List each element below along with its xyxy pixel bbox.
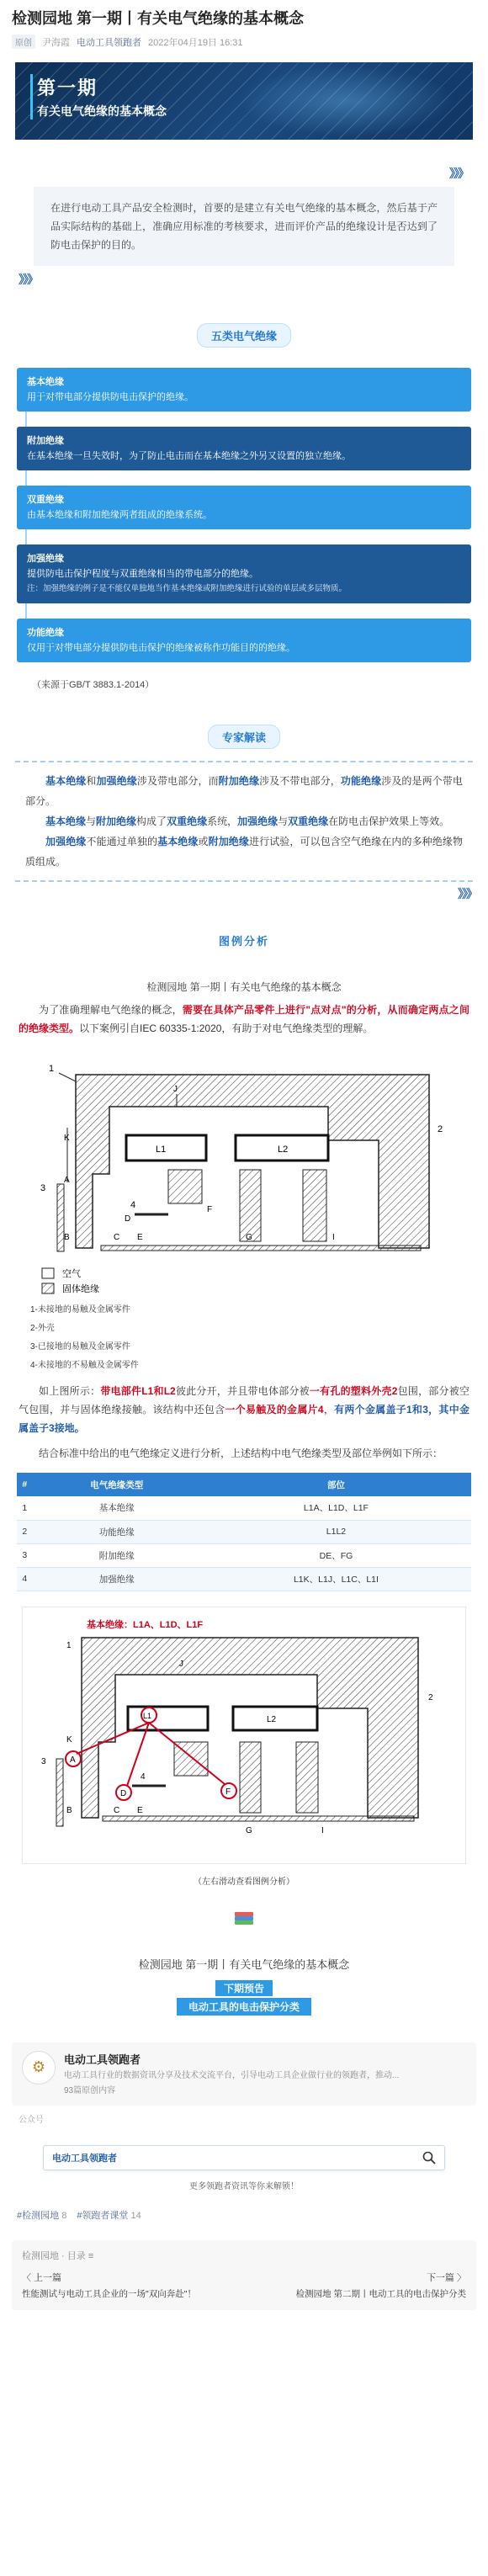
article-meta [12, 35, 476, 49]
label-i: I [321, 1825, 324, 1835]
intro-section [15, 165, 473, 288]
next-label[interactable]: 下一篇 〉 [426, 2272, 466, 2283]
text: 系统， [207, 815, 238, 828]
label-i: I [332, 1233, 335, 1243]
insulation-table [17, 1473, 471, 1591]
text: 以下案例引自IEC 60335-1:2020，有助于对电气绝缘类型的理解。 [79, 1022, 374, 1035]
label-l1: L1 [156, 1145, 167, 1155]
insulation-diagram [25, 1048, 463, 1296]
earthed-metal-cover [56, 1759, 63, 1826]
live-part-l1 [126, 1135, 206, 1161]
author: 尹海霞 [42, 37, 70, 48]
annotation-basic: 基本绝缘：L1A、L1D、L1F [87, 1619, 204, 1630]
next-article-link[interactable]: 检测园地 第二期丨电动工具的电击保护分类 [295, 2288, 466, 2299]
expert-paragraph-1 [25, 771, 463, 811]
banner-accent-bar [30, 74, 33, 120]
tag-count: 14 [130, 2210, 141, 2221]
highlight: 需要在具体产品零件上进行"点对点"的分析，从而确定两点之间的绝缘类型。 [19, 1004, 469, 1035]
cell: 基本绝缘 [33, 1496, 201, 1520]
nav-labels [22, 2271, 466, 2284]
legend-air-swatch [42, 1268, 54, 1278]
table-header-row [17, 1473, 471, 1496]
earthed-metal-cover [57, 1184, 64, 1251]
card-note: 注：加强绝缘的例子是不能仅单独地当作基本绝缘或附加绝缘进行试验的单层或多层物质。 [27, 584, 347, 594]
label-c: C [114, 1233, 120, 1243]
chevron-left-icon: 》》》 [19, 273, 37, 287]
card-reinforced-insulation [17, 544, 471, 603]
term: 基本绝缘 [45, 815, 87, 828]
tag-label: #检测园地 [17, 2210, 60, 2221]
cell: L1A、L1D、L1F [201, 1496, 471, 1520]
card-supplementary-insulation [17, 427, 471, 470]
term: 功能绝缘 [340, 775, 382, 788]
label-d: D [125, 1214, 131, 1224]
term: 双重绝缘 [288, 815, 329, 828]
term: 基本绝缘 [157, 836, 199, 848]
label-b: B [66, 1805, 72, 1815]
card-text: 用于对带电部分提供防电击保护的绝缘。 [27, 392, 194, 403]
label-b: B [64, 1233, 70, 1243]
cell: L1L2 [201, 1520, 471, 1543]
term: 加强绝缘 [237, 815, 278, 828]
account-count: 93篇原创内容 [64, 2085, 116, 2095]
table-row [17, 1496, 471, 1520]
section-title: 图例分析 [218, 935, 269, 948]
insulation-block [240, 1742, 261, 1813]
insulation-block [240, 1170, 261, 1241]
account-logo-icon: ⚙ [22, 2051, 56, 2085]
section-five-types [0, 323, 488, 348]
card-title: 双重绝缘 [27, 495, 64, 506]
intro-text: 在进行电动工具产品安全检测时，首要的是建立有关电气绝缘的基本概念，然后基于产品实际结构的基础上，准确应用标准的考核要求，进而评价产品的绝缘设计是否达到了防电击保护的目的。 [34, 187, 454, 266]
label-3: 3 [41, 1756, 46, 1766]
card-title: 功能绝缘 [27, 628, 64, 639]
text: 或 [198, 836, 209, 848]
label-k: K [64, 1134, 70, 1144]
next-issue-label: 下期预告 [215, 1980, 273, 1996]
publish-time: 2022年04月19日 16:31 [148, 37, 243, 48]
nav-titles [22, 2287, 466, 2300]
label-3: 3 [40, 1183, 46, 1194]
section-title: 专家解读 [208, 725, 280, 749]
legend-item: 3-已接地的易触及金属零件 [30, 1342, 130, 1352]
books-icon [235, 1912, 253, 1925]
text: 如上图所示： [39, 1385, 101, 1398]
text: 构成了 [136, 815, 167, 828]
term: 附加绝缘 [208, 836, 250, 848]
label-e: E [137, 1805, 143, 1815]
highlight: 一个易触及的金属片4 [225, 1404, 324, 1416]
cell: 功能绝缘 [33, 1520, 201, 1543]
table-row [17, 1567, 471, 1591]
text: 不能通过单独的 [86, 836, 158, 848]
search-hint: 更多领跑者资讯等你来解锁！ [189, 2181, 299, 2191]
book [235, 1920, 253, 1925]
cell: 加强绝缘 [33, 1567, 201, 1591]
chevron-right-icon: 》》》 [449, 167, 468, 181]
part-legend [30, 1301, 488, 1375]
article-header [0, 0, 488, 54]
source-note: （来源于GB/T 3883.1-2014） [32, 680, 155, 691]
expert-paragraph-2 [25, 811, 463, 831]
series-header[interactable]: 检测园地 · 目录 ≡ [22, 2250, 94, 2261]
term: 基本绝缘 [45, 775, 87, 788]
account-card[interactable] [12, 2042, 476, 2106]
label-4: 4 [130, 1200, 136, 1211]
label-l2: L2 [278, 1145, 289, 1155]
card-text: 提供防电击保护程度与双重绝缘相当的带电部分的绝缘。 [27, 569, 258, 580]
term: 双重绝缘 [167, 815, 208, 828]
insulation-block [168, 1170, 202, 1203]
highlight: 一有孔的塑料外壳2 [309, 1385, 398, 1398]
legend-solid: 固体绝缘 [62, 1284, 99, 1295]
table-row [17, 1520, 471, 1543]
col-index: # [17, 1473, 33, 1496]
annotated-diagram-svg [23, 1607, 465, 1863]
text: 为了准确理解电气绝缘的概念， [39, 1004, 183, 1017]
issue-banner [15, 62, 473, 140]
banner-glow [237, 66, 456, 136]
account-info [64, 2051, 399, 2097]
label-2: 2 [428, 1692, 433, 1702]
col-location: 部位 [201, 1473, 471, 1496]
term: 加强绝缘 [96, 775, 137, 788]
diagram-caption: （左右滑动查看图例分析） [194, 1877, 294, 1887]
cell: 附加绝缘 [33, 1543, 201, 1567]
card-text: 由基本绝缘和附加绝缘两者组成的绝缘系统。 [27, 510, 212, 521]
card-title: 附加绝缘 [27, 436, 64, 447]
search-icon[interactable] [422, 2151, 436, 2164]
cell: 4 [17, 1567, 33, 1591]
analysis-paragraph-3: 结合标准中给出的电气绝缘定义进行分析，上述结构中电气绝缘类型及部位举例如下所示： [39, 1447, 443, 1460]
text: 彼此分开，并且带电体部分被 [175, 1385, 310, 1398]
cell: 3 [17, 1543, 33, 1567]
label-j: J [173, 1085, 178, 1095]
card-title: 加强绝缘 [27, 554, 64, 565]
label-l2: L2 [267, 1714, 277, 1724]
text: 与 [86, 815, 97, 828]
cell: DE、FG [201, 1543, 471, 1567]
term: 加强绝缘 [45, 836, 87, 848]
account-name: 电动工具领跑者 [64, 2053, 141, 2066]
section-expert [0, 725, 488, 749]
base-plate [101, 1246, 421, 1251]
analysis-title: 检测园地 第一期丨有关电气绝缘的基本概念 [146, 981, 342, 994]
card-basic-insulation [17, 368, 471, 412]
label-2: 2 [438, 1124, 443, 1135]
label-g: G [246, 1233, 252, 1243]
label-a: A [64, 1176, 70, 1186]
leader-line [59, 1073, 76, 1081]
legend-item: 2-外壳 [30, 1324, 55, 1334]
article-title: 检测园地 第一期丨有关电气绝缘的基本概念 [12, 10, 304, 27]
table-row [17, 1543, 471, 1567]
label-a: A [70, 1755, 76, 1765]
insulation-cards [17, 368, 471, 662]
text: 涉及带电部分，而 [136, 775, 219, 788]
text: ， [323, 1404, 335, 1416]
cell: 2 [17, 1520, 33, 1543]
cell: L1K、L1J、L1C、L1I [201, 1567, 471, 1591]
label-f: F [207, 1205, 213, 1215]
card-text: 仅用于对带电部分提供防电击保护的绝缘被称作功能目的的绝缘。 [27, 643, 295, 654]
text: 和 [86, 775, 97, 788]
highlight: 有两个金属盖子1和3，其中金属盖子3接地。 [19, 1404, 469, 1435]
series-nav [12, 2240, 476, 2310]
arrow-line [127, 1723, 149, 1786]
section-illustration [0, 932, 488, 949]
next-issue-topic: 电动工具的电击保护分类 [177, 1998, 311, 2016]
tag-link[interactable] [77, 2208, 141, 2222]
col-type: 电气绝缘类型 [33, 1473, 201, 1496]
analysis-paragraph-2 [19, 1382, 469, 1437]
text: 与 [278, 815, 289, 828]
base-plate [103, 1816, 414, 1821]
text: 涉及不带电部分， [259, 775, 341, 788]
insulation-block [303, 1170, 326, 1241]
card-double-insulation [17, 486, 471, 529]
term: 附加绝缘 [96, 815, 137, 828]
legend-air: 空气 [62, 1269, 81, 1280]
card-functional-insulation [17, 619, 471, 662]
label-f: F [225, 1787, 231, 1797]
book [235, 1916, 253, 1920]
label-d: D [120, 1788, 127, 1798]
legend-item: 4-未接地的不易触及金属零件 [30, 1361, 139, 1371]
next-issue-preview [0, 1980, 488, 2016]
chevron-right-icon: 》》》 [458, 887, 476, 901]
original-badge: 原创 [12, 35, 35, 49]
tag-count: 8 [61, 2210, 67, 2221]
tag-label: #领跑者课堂 [77, 2210, 129, 2221]
expert-text [15, 761, 473, 882]
label-j: J [179, 1659, 183, 1669]
term: 附加绝缘 [218, 775, 260, 788]
book [235, 1912, 253, 1916]
label-1: 1 [66, 1640, 72, 1650]
legend-item: 1-未接地的易触及金属零件 [30, 1305, 130, 1315]
tag-link[interactable] [17, 2208, 66, 2222]
highlight: 带电部件L1和L2 [100, 1385, 176, 1398]
next-issue-title: 检测园地 第一期丨有关电气绝缘的基本概念 [138, 1957, 350, 1971]
account-desc: 电动工具行业的数据资讯分享及技术交流平台，引导电动工具企业做行业的领跑者，推动... [64, 2070, 400, 2080]
search-box[interactable] [43, 2145, 445, 2170]
section-title: 五类电气绝缘 [197, 323, 291, 348]
text: 涉及的是两个带电部分。 [25, 775, 463, 808]
label-e: E [137, 1233, 143, 1243]
search-query[interactable]: 电动工具领跑者 [52, 2153, 117, 2164]
account-type: 公众号 [19, 2115, 44, 2125]
expert-paragraph-3 [25, 831, 463, 872]
label-g: G [246, 1825, 252, 1835]
legend-solid-swatch [42, 1283, 54, 1293]
text: 进行试验，可以包含空气绝缘在内的多种绝缘物质组成。 [25, 836, 463, 868]
banner-subtitle: 有关电气绝缘的基本概念 [37, 104, 167, 119]
label-1: 1 [49, 1064, 55, 1075]
label-l1: L1 [143, 1711, 152, 1720]
label-c: C [114, 1805, 120, 1815]
prev-label[interactable]: 〈 上一篇 [22, 2272, 62, 2283]
article-tags [17, 2208, 471, 2222]
banner-issue: 第一期 [37, 77, 98, 99]
text: 包围，部分被空气包围，并与固体绝缘接触。该结构中还包含 [19, 1385, 469, 1416]
insulation-block [296, 1742, 318, 1813]
cell: 1 [17, 1496, 33, 1520]
label-k: K [66, 1734, 72, 1745]
diagram-svg [25, 1048, 463, 1296]
card-text: 在基本绝缘一旦失效时，为了防止电击而在基本绝缘之外另又设置的独立绝缘。 [27, 451, 351, 462]
card-title: 基本绝缘 [27, 377, 64, 388]
text: 在防电击保护效果上等效。 [328, 815, 450, 828]
annotated-diagram[interactable] [22, 1607, 466, 1864]
analysis-paragraph-1 [19, 1001, 469, 1038]
label-4: 4 [141, 1771, 146, 1782]
prev-article-link[interactable]: 性能测试与电动工具企业的一场"双向奔赴"！ [22, 2288, 196, 2299]
account-link[interactable]: 电动工具领跑者 [77, 37, 141, 48]
